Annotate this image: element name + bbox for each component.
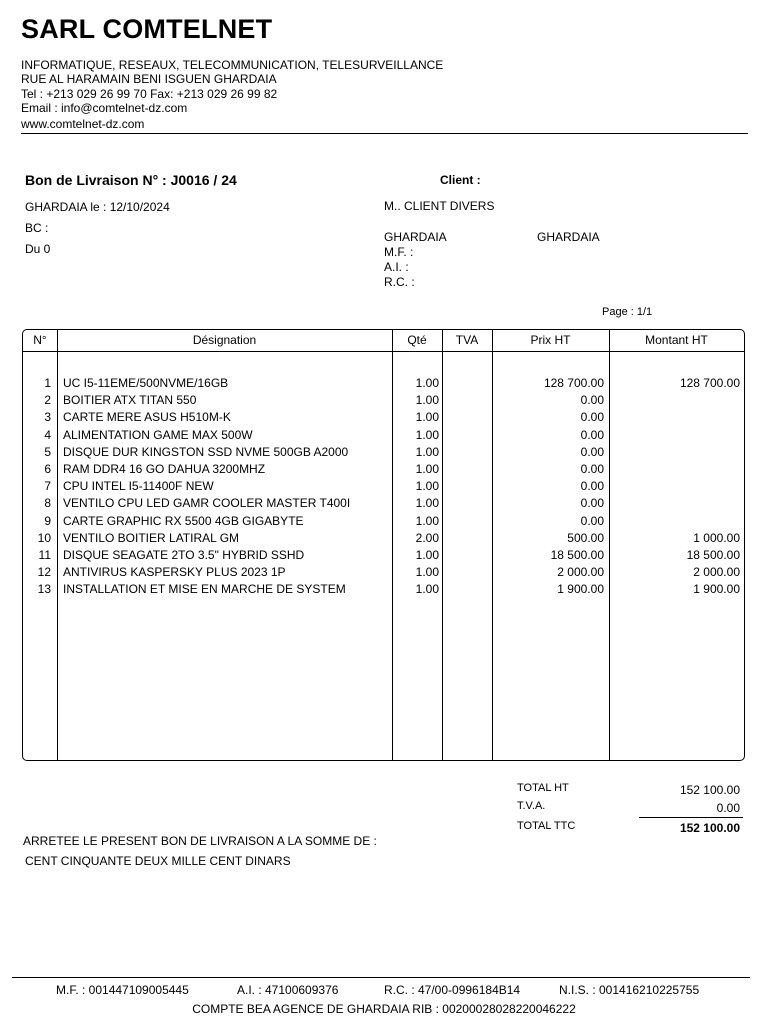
row-quantity: 1.00 bbox=[415, 376, 439, 390]
footer-bank: COMPTE BEA AGENCE DE GHARDAIA RIB : 00200028028220046222 bbox=[192, 1002, 576, 1016]
row-number: 1 bbox=[44, 376, 51, 390]
row-unit-price: 18 500.00 bbox=[550, 547, 604, 562]
row-amount: 128 700.00 bbox=[679, 376, 740, 390]
row-quantity: 1.00 bbox=[415, 565, 439, 580]
company-email: Email : info@comtelnet-dz.com bbox=[21, 101, 188, 115]
row-quantity: 1.00 bbox=[415, 427, 439, 442]
row-unit-price: 0.00 bbox=[580, 427, 604, 442]
footer-ai: A.I. : 47100609376 bbox=[237, 983, 339, 997]
row-quantity: 1.00 bbox=[415, 513, 439, 528]
amount-in-words: CENT CINQUANTE DEUX MILLE CENT DINARS bbox=[25, 854, 291, 868]
header-tva: TVA bbox=[455, 333, 479, 347]
row-quantity: 2.00 bbox=[415, 530, 439, 545]
row-quantity: 1.00 bbox=[415, 582, 439, 597]
row-designation: CARTE GRAPHIC RX 5500 4GB GIGABYTE bbox=[63, 513, 304, 528]
total-ttc-value: 152 100.00 bbox=[679, 821, 740, 835]
document-du: Du 0 bbox=[25, 242, 51, 256]
row-designation: DISQUE SEAGATE 2TO 3.5" HYBRID SSHD bbox=[63, 547, 305, 562]
header-montant: Montant HT bbox=[645, 333, 708, 347]
row-designation: UC I5-11EME/500NVME/16GB bbox=[63, 376, 229, 390]
row-number: 5 bbox=[44, 444, 51, 459]
table-row bbox=[23, 565, 744, 582]
row-designation: ALIMENTATION GAME MAX 500W bbox=[63, 427, 253, 442]
row-unit-price: 2 000.00 bbox=[557, 565, 604, 580]
table-row bbox=[23, 531, 744, 548]
header-prix: Prix HT bbox=[530, 333, 571, 347]
table-row bbox=[23, 514, 744, 531]
company-name: SARL COMTELNET bbox=[21, 14, 273, 44]
row-number: 6 bbox=[44, 461, 51, 476]
header-designation: Désignation bbox=[192, 333, 257, 347]
client-mf: M.F. : bbox=[384, 245, 414, 259]
row-unit-price: 1 900.00 bbox=[557, 582, 604, 597]
row-designation: ANTIVIRUS KASPERSKY PLUS 2023 1P bbox=[63, 565, 286, 580]
row-number: 12 bbox=[37, 565, 51, 580]
company-address: RUE AL HARAMAIN BENI ISGUEN GHARDAIA bbox=[21, 72, 277, 86]
table-row bbox=[23, 393, 744, 410]
footer-divider bbox=[12, 977, 750, 978]
table-row bbox=[23, 479, 744, 496]
document-bc: BC : bbox=[25, 221, 49, 235]
table-body bbox=[23, 376, 744, 599]
row-quantity: 1.00 bbox=[415, 496, 439, 511]
row-amount: 1 900.00 bbox=[693, 582, 740, 597]
tva-label: T.V.A. bbox=[517, 800, 546, 812]
row-amount: 2 000.00 bbox=[693, 565, 740, 580]
footer-rc: R.C. : 47/00-0996184B14 bbox=[384, 983, 521, 997]
row-number: 10 bbox=[37, 530, 51, 545]
row-number: 8 bbox=[44, 496, 51, 511]
row-unit-price: 0.00 bbox=[580, 393, 604, 408]
items-table bbox=[22, 329, 745, 761]
tva-value: 0.00 bbox=[716, 801, 740, 815]
row-number: 3 bbox=[44, 410, 51, 425]
row-designation: VENTILO BOITIER LATIRAL GM bbox=[63, 530, 240, 545]
totals-divider bbox=[639, 817, 743, 818]
row-number: 2 bbox=[44, 393, 51, 408]
row-unit-price: 500.00 bbox=[567, 530, 604, 545]
header-qte: Qté bbox=[407, 333, 427, 347]
company-website: www.comtelnet-dz.com bbox=[21, 117, 145, 131]
row-amount: 18 500.00 bbox=[686, 547, 740, 562]
row-amount: 1 000.00 bbox=[693, 530, 740, 545]
row-unit-price: 0.00 bbox=[580, 461, 604, 476]
client-ai: A.I. : bbox=[384, 260, 409, 274]
table-row bbox=[23, 376, 744, 393]
row-quantity: 1.00 bbox=[415, 479, 439, 494]
row-designation: CARTE MERE ASUS H510M-K bbox=[63, 410, 231, 425]
total-ht-label: TOTAL HT bbox=[517, 782, 569, 794]
client-city: GHARDAIA bbox=[384, 230, 447, 244]
row-quantity: 1.00 bbox=[415, 444, 439, 459]
row-quantity: 1.00 bbox=[415, 393, 439, 408]
footer-nis: N.I.S. : 001416210225755 bbox=[559, 983, 700, 997]
row-designation: BOITIER ATX TITAN 550 bbox=[63, 393, 197, 408]
amount-intro: ARRETEE LE PRESENT BON DE LIVRAISON A LA SOMME DE : bbox=[23, 834, 377, 848]
table-row bbox=[23, 462, 744, 479]
row-unit-price: 128 700.00 bbox=[543, 376, 604, 390]
row-unit-price: 0.00 bbox=[580, 410, 604, 425]
row-number: 7 bbox=[44, 479, 51, 494]
document-title: Bon de Livraison N° : J0016 / 24 bbox=[25, 172, 237, 188]
row-designation: VENTILO CPU LED GAMR COOLER MASTER T400I bbox=[63, 496, 351, 511]
client-rc: R.C. : bbox=[384, 275, 415, 289]
row-number: 9 bbox=[44, 513, 51, 528]
document-date: GHARDAIA le : 12/10/2024 bbox=[25, 200, 170, 214]
row-unit-price: 0.00 bbox=[580, 479, 604, 494]
table-row bbox=[23, 496, 744, 513]
company-activity: INFORMATIQUE, RESEAUX, TELECOMMUNICATION, TELESURVEILLANCE bbox=[21, 58, 444, 72]
header-divider bbox=[21, 133, 748, 134]
row-designation: CPU INTEL I5-11400F NEW bbox=[63, 479, 214, 494]
client-label: Client : bbox=[440, 173, 481, 187]
table-row bbox=[23, 445, 744, 462]
page-number: Page : 1/1 bbox=[602, 306, 653, 318]
row-quantity: 1.00 bbox=[415, 410, 439, 425]
row-number: 11 bbox=[38, 547, 51, 562]
row-designation: DISQUE DUR KINGSTON SSD NVME 500GB A2000 bbox=[63, 444, 349, 459]
table-row bbox=[23, 428, 744, 445]
row-designation: INSTALLATION ET MISE EN MARCHE DE SYSTEM bbox=[63, 582, 346, 597]
row-designation: RAM DDR4 16 GO DAHUA 3200MHZ bbox=[63, 461, 266, 476]
row-quantity: 1.00 bbox=[415, 547, 439, 562]
row-unit-price: 0.00 bbox=[580, 496, 604, 511]
row-quantity: 1.00 bbox=[415, 461, 439, 476]
row-number: 4 bbox=[44, 427, 51, 442]
table-row bbox=[23, 548, 744, 565]
table-row bbox=[23, 582, 744, 599]
row-unit-price: 0.00 bbox=[580, 513, 604, 528]
table-header-divider bbox=[23, 351, 744, 352]
row-number: 13 bbox=[37, 582, 51, 597]
row-unit-price: 0.00 bbox=[580, 444, 604, 459]
header-n: N° bbox=[33, 333, 47, 347]
client-city-2: GHARDAIA bbox=[537, 230, 600, 244]
total-ht-value: 152 100.00 bbox=[679, 783, 740, 797]
company-phones: Tel : +213 029 26 99 70 Fax: +213 029 26 99 82 bbox=[21, 87, 278, 101]
total-ttc-label: TOTAL TTC bbox=[517, 820, 576, 832]
table-row bbox=[23, 410, 744, 427]
footer-mf: M.F. : 001447109005445 bbox=[56, 983, 189, 997]
client-name: M.. CLIENT DIVERS bbox=[384, 199, 495, 213]
